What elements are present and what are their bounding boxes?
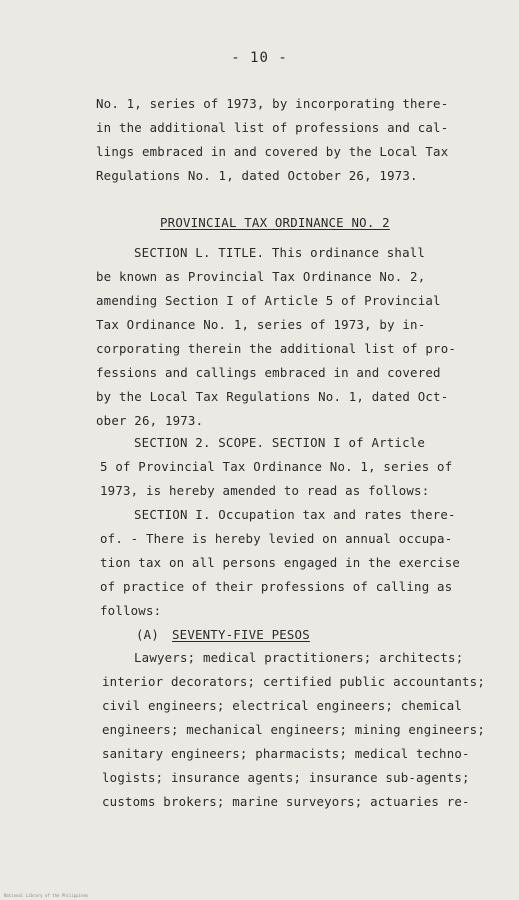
- body-line: in the additional list of professions and cal-: [96, 120, 449, 135]
- body-line: 5 of Provincial Tax Ordinance No. 1, series of: [100, 459, 453, 474]
- body-line: tion tax on all persons engaged in the exercise: [100, 555, 461, 570]
- body-line: Tax Ordinance No. 1, series of 1973, by in-: [96, 317, 426, 332]
- subsection-label: (A): [136, 627, 159, 642]
- body-line: Regulations No. 1, dated October 26, 1973.: [96, 168, 418, 183]
- subsection-heading: SEVENTY-FIVE PESOS: [172, 627, 310, 642]
- body-line: interior decorators; certified public accountants;: [102, 674, 485, 689]
- ordinance-heading: PROVINCIAL TAX ORDINANCE NO. 2: [160, 215, 390, 230]
- body-line: engineers; mechanical engineers; mining engineers;: [102, 722, 485, 737]
- body-line: of. - There is hereby levied on annual occupa-: [100, 531, 453, 546]
- body-line: 1973, is hereby amended to read as follows:: [100, 483, 430, 498]
- body-line: customs brokers; marine surveyors; actuaries re-: [102, 794, 470, 809]
- body-line: of practice of their professions of calling as: [100, 579, 453, 594]
- body-line: SECTION L. TITLE. This ordinance shall: [134, 245, 426, 260]
- body-line: SECTION 2. SCOPE. SECTION I of Article: [134, 435, 426, 450]
- body-line: sanitary engineers; pharmacists; medical techno-: [102, 746, 470, 761]
- body-line: civil engineers; electrical engineers; chemical: [102, 698, 463, 713]
- body-line: logists; insurance agents; insurance sub-agents;: [102, 770, 470, 785]
- body-line: lings embraced in and covered by the Local Tax: [96, 144, 449, 159]
- body-line: SECTION I. Occupation tax and rates there-: [134, 507, 456, 522]
- body-line: corporating therein the additional list of pro-: [96, 341, 457, 356]
- body-line: Lawyers; medical practitioners; architects;: [134, 650, 464, 665]
- page-number: - 10 -: [231, 50, 288, 66]
- body-line: follows:: [100, 603, 162, 618]
- body-line: by the Local Tax Regulations No. 1, dated Oct-: [96, 389, 449, 404]
- body-line: be known as Provincial Tax Ordinance No. 2,: [96, 269, 426, 284]
- body-line: fessions and callings embraced in and covered: [96, 365, 441, 380]
- body-line: amending Section I of Article 5 of Provincial: [96, 293, 441, 308]
- footer-note: National Library of the Philippines: [4, 893, 89, 898]
- body-line: ober 26, 1973.: [96, 413, 204, 428]
- body-line: No. 1, series of 1973, by incorporating there-: [96, 96, 449, 111]
